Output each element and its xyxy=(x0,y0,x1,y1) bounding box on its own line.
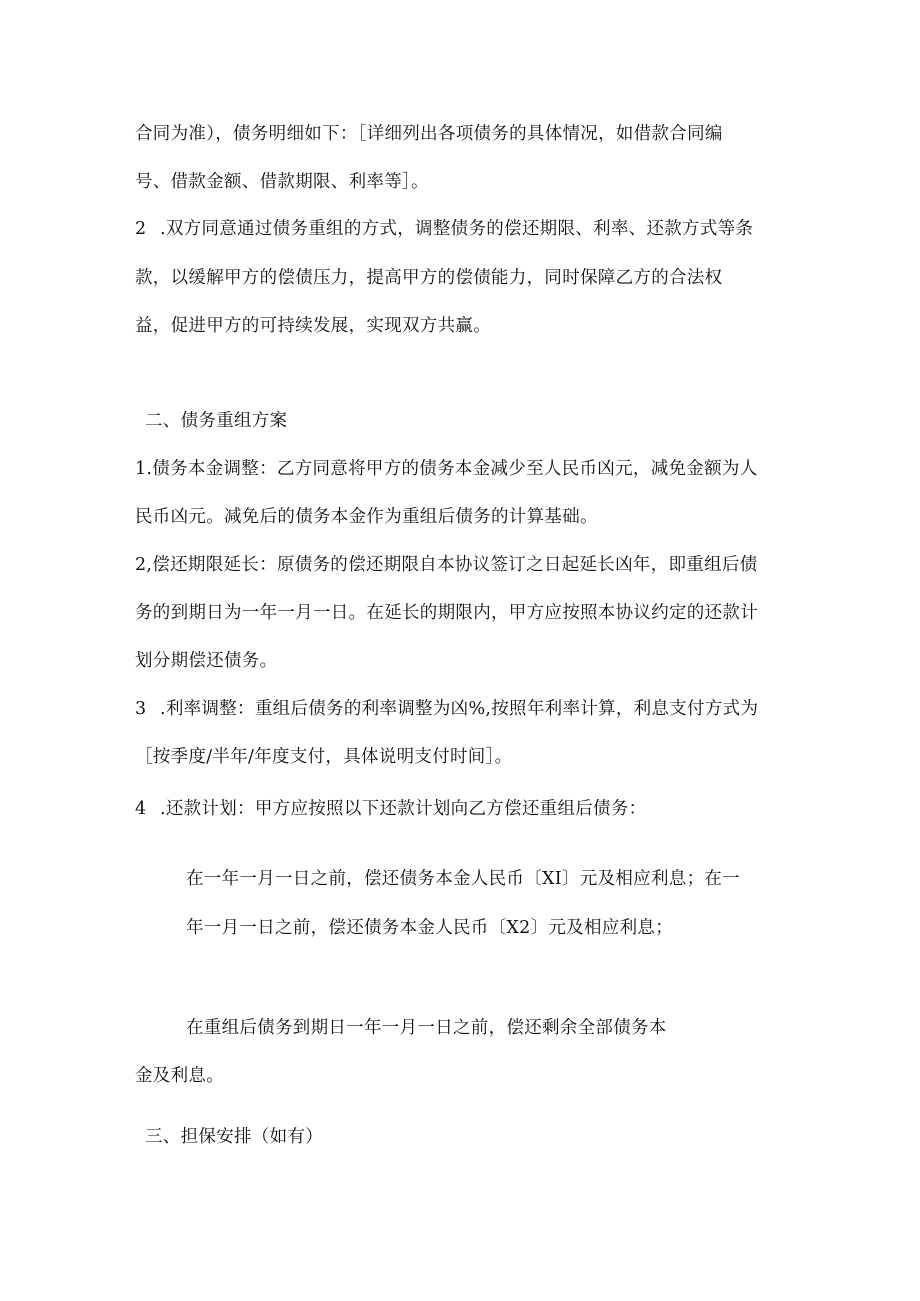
schedule-line4: 金及利息。 xyxy=(135,1066,224,1086)
item2-line1: 2,偿还期限延长：原债务的偿还期限自本协议签订之日起延长凶年，即重组后债 xyxy=(135,555,758,575)
item3-line1: .利率调整：重组后债务的利率调整为凶%,按照年利率计算，利息支付方式为 xyxy=(160,699,759,719)
item1-line1: 1.债务本金调整：乙方同意将甲方的债务本金减少至人民币凶元，减免金额为人 xyxy=(135,459,758,479)
paragraph2-line2: 款，以缓解甲方的偿债压力，提高甲方的偿债能力，同时保障乙方的合法权 xyxy=(135,268,723,288)
paragraph2-line1: .双方同意通过债务重组的方式，调整债务的偿还期限、利率、还款方式等条 xyxy=(160,219,754,239)
schedule-line2: 年一月一日之前，偿还债务本金人民币〔X2〕元及相应利息； xyxy=(186,918,673,938)
schedule-line3: 在重组后债务到期日一年一月一日之前，偿还剩余全部债务本 xyxy=(186,1018,667,1038)
item2-line3: 划分期偿还债务。 xyxy=(135,651,278,671)
paragraph2-line3: 益，促进甲方的可持续发展，实现双方共赢。 xyxy=(135,316,491,336)
item3-number: 3 xyxy=(135,699,147,719)
item2-line2: 务的到期日为一年一月一日。在延长的期限内，甲方应按照本协议约定的还款计 xyxy=(135,603,758,623)
item4-line1: .还款计划：甲方应按照以下还款计划向乙方偿还重组后债务： xyxy=(160,799,647,819)
item4-number: 4 xyxy=(135,799,147,819)
item1-line2: 民币凶元。减免后的债务本金作为重组后债务的计算基础。 xyxy=(135,507,598,527)
paragraph2-number: 2 xyxy=(135,219,147,239)
paragraph1-line1: 合同为准），债务明细如下：［详细列出各项债务的具体情况，如借款合同编 xyxy=(135,124,723,144)
section2-heading: 二、债务重组方案 xyxy=(145,411,288,431)
section3-heading: 三、担保安排（如有） xyxy=(145,1127,323,1147)
schedule-line1: 在一年一月一日之前，偿还债务本金人民币〔XI〕元及相应利息；在一 xyxy=(186,869,740,889)
paragraph1-line2: 号、借款金额、借款期限、利率等］。 xyxy=(135,172,429,192)
item3-line2: ［按季度/半年/年度支付，具体说明支付时间］。 xyxy=(135,747,513,767)
